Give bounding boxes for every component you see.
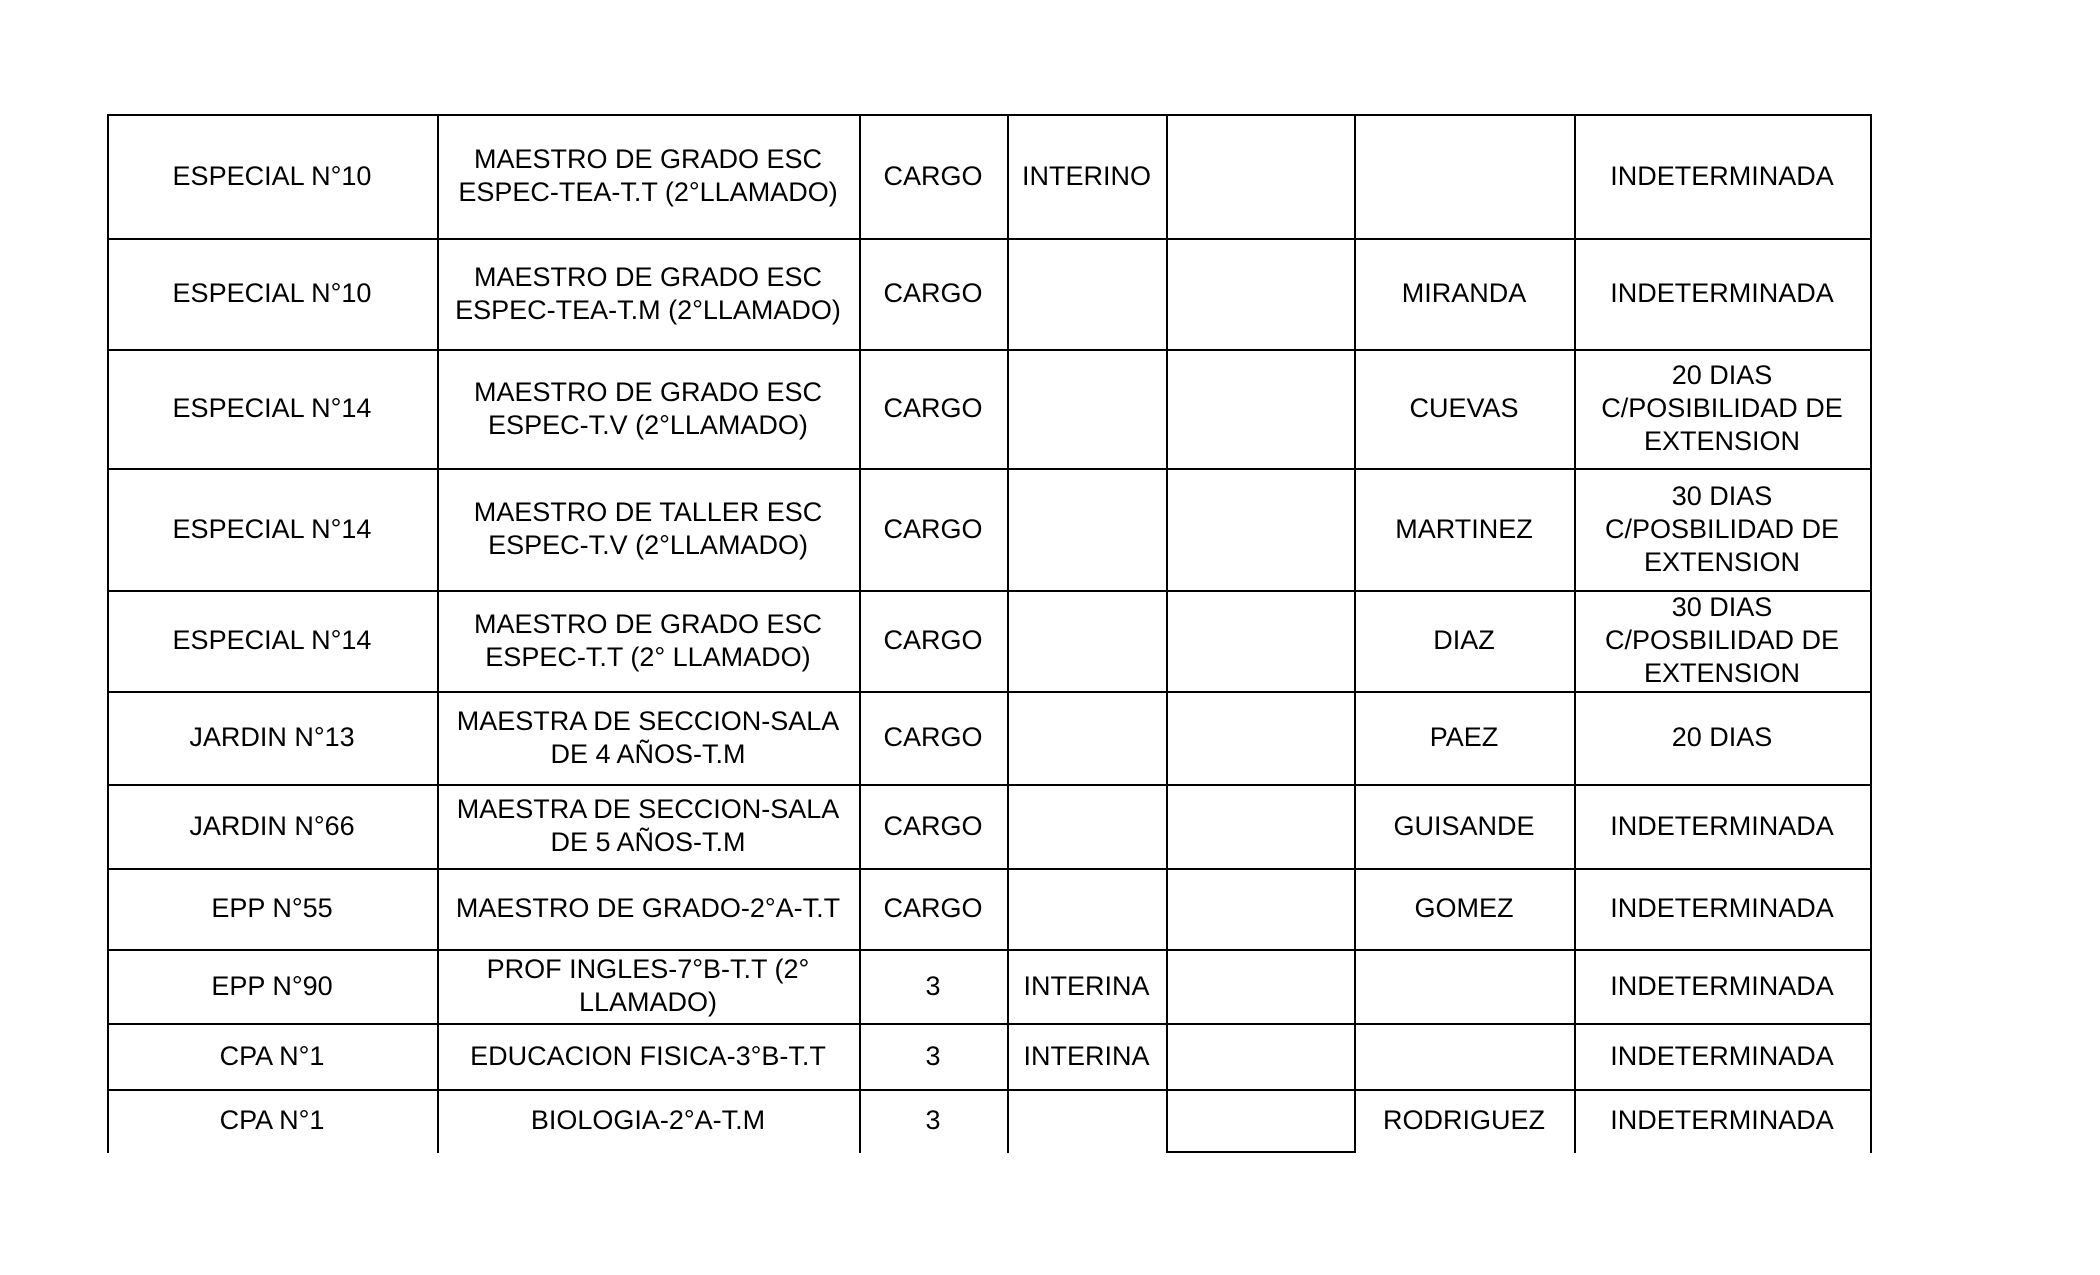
cell-duration: 20 DIAS (1671, 722, 1773, 752)
cell-duration: INDETERMINADA (1610, 160, 1834, 191)
cell-school: JARDIN N°66 (189, 810, 355, 841)
cell-duration: INDETERMINADA (1610, 1040, 1834, 1071)
column-divider (1870, 114, 1872, 1153)
cell-school: ESPECIAL N°14 (172, 393, 372, 423)
cell-position: MAESTRO DE GRADO ESC ESPEC-T.V (2°LLAMADO) (473, 376, 823, 440)
cell-school: CPA N°1 (219, 1104, 325, 1135)
cell-holder: RODRIGUEZ (1383, 1104, 1545, 1135)
row-divider (1166, 1151, 1356, 1153)
column-divider (859, 114, 861, 1153)
cell-duration: 30 DIAS C/POSBILIDAD DE EXTENSION (1604, 480, 1840, 577)
cell-position: MAESTRA DE SECCION-SALA DE 4 AÑOS-T.M (456, 705, 840, 769)
row-divider (107, 949, 1872, 951)
cell-extra (1166, 590, 1354, 691)
cell-school: EPP N°90 (211, 970, 333, 1001)
cell-type: CARGO (883, 160, 983, 191)
cell-type: 3 (925, 970, 941, 1001)
cell-extra (1166, 949, 1354, 1023)
cell-holder: MARTINEZ (1395, 513, 1533, 544)
cell-duration: INDETERMINADA (1610, 970, 1834, 1001)
cell-duration: 30 DIAS C/POSBILIDAD DE EXTENSION (1604, 592, 1840, 688)
cell-position: BIOLOGIA-2°A-T.M (530, 1104, 766, 1135)
cell-type: 3 (925, 1040, 941, 1071)
cell-type: CARGO (883, 722, 983, 752)
cell-holder (1354, 114, 1574, 238)
cell-status (1007, 590, 1166, 691)
column-divider (437, 114, 439, 1153)
column-divider (1574, 114, 1576, 1153)
cell-holder: DIAZ (1433, 625, 1495, 655)
cell-position: PROF INGLES-7°B-T.T (2° LLAMADO) (486, 954, 810, 1017)
cell-position: EDUCACION FISICA-3°B-T.T (470, 1040, 826, 1071)
column-divider (107, 114, 109, 1153)
cell-holder: MIRANDA (1401, 278, 1527, 308)
cell-school: ESPECIAL N°10 (172, 278, 372, 308)
cell-extra (1166, 691, 1354, 784)
cell-status (1007, 349, 1166, 468)
cell-type: CARGO (883, 278, 983, 308)
cell-extra (1166, 868, 1354, 949)
row-divider (107, 1089, 1872, 1091)
column-divider (1007, 114, 1009, 1153)
row-divider (107, 468, 1872, 470)
cell-school: CPA N°1 (219, 1040, 325, 1071)
cell-status (1007, 691, 1166, 784)
cell-position: MAESTRO DE GRADO-2°A-T.T (455, 893, 841, 923)
row-divider (107, 784, 1872, 786)
cell-status (1007, 238, 1166, 349)
cell-type: CARGO (883, 513, 983, 544)
cell-duration: INDETERMINADA (1610, 810, 1834, 841)
cell-duration: 20 DIAS C/POSIBILIDAD DE EXTENSION (1601, 360, 1843, 456)
cell-status: INTERINO (1021, 160, 1151, 191)
row-divider (107, 238, 1872, 240)
cell-status (1007, 468, 1166, 590)
cell-type: 3 (925, 1104, 941, 1135)
cell-extra (1166, 114, 1354, 238)
row-divider (107, 1023, 1872, 1025)
cell-status (1007, 868, 1166, 949)
cell-school: ESPECIAL N°10 (172, 160, 372, 191)
cell-school: ESPECIAL N°14 (172, 625, 372, 655)
cell-type: CARGO (883, 625, 983, 655)
cell-duration: INDETERMINADA (1610, 278, 1834, 308)
row-divider (107, 114, 1872, 116)
row-divider (107, 868, 1872, 870)
cell-extra (1166, 349, 1354, 468)
row-divider (107, 590, 1872, 592)
cell-extra (1166, 1023, 1354, 1089)
cell-duration: INDETERMINADA (1610, 1104, 1834, 1135)
cell-holder: PAEZ (1429, 722, 1499, 752)
cell-holder (1354, 949, 1574, 1023)
cell-duration: INDETERMINADA (1610, 893, 1834, 923)
cell-holder (1354, 1023, 1574, 1089)
cell-extra (1166, 784, 1354, 868)
row-divider (107, 691, 1872, 693)
cell-school: EPP N°55 (211, 893, 333, 923)
cell-position: MAESTRO DE GRADO ESC ESPEC-T.T (2° LLAMADO) (473, 608, 823, 672)
cell-status: INTERINA (1023, 970, 1150, 1001)
cell-status (1007, 1089, 1166, 1151)
cell-type: CARGO (883, 393, 983, 423)
cell-status: INTERINA (1023, 1040, 1150, 1071)
row-divider (107, 349, 1872, 351)
cell-position: MAESTRO DE GRADO ESC ESPEC-TEA-T.T (2°LLAMADO) (458, 144, 838, 207)
cell-position: MAESTRO DE TALLER ESC ESPEC-T.V (2°LLAMADO) (473, 497, 823, 560)
column-divider (1166, 114, 1168, 1153)
cell-holder: GOMEZ (1414, 893, 1514, 923)
cell-extra (1166, 468, 1354, 590)
cell-school: JARDIN N°13 (189, 722, 355, 752)
cell-position: MAESTRA DE SECCION-SALA DE 5 AÑOS-T.M (456, 794, 840, 857)
cell-holder: CUEVAS (1409, 393, 1519, 423)
cell-type: CARGO (883, 893, 983, 923)
cell-extra (1166, 1089, 1354, 1151)
column-divider (1354, 114, 1356, 1153)
cell-status (1007, 784, 1166, 868)
cell-type: CARGO (883, 810, 983, 841)
cell-holder: GUISANDE (1393, 810, 1535, 841)
cell-extra (1166, 238, 1354, 349)
cell-school: ESPECIAL N°14 (172, 513, 372, 544)
cell-position: MAESTRO DE GRADO ESC ESPEC-TEA-T.M (2°LLAMADO) (455, 261, 841, 325)
